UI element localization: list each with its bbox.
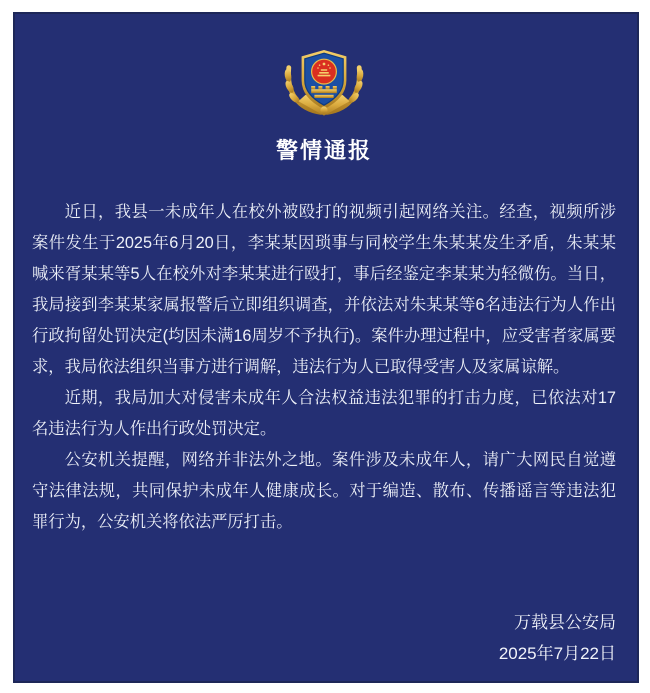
police-badge-icon	[276, 45, 372, 119]
notice-body	[32, 197, 616, 538]
notice-paragraph-1: 近日，我县一未成年人在校外被殴打的视频引起网络关注。经查，视频所涉案件发生于2025年6月20日，李某某因琐事与同校学生朱某某发生矛盾，朱某某喊来胥某某等5人在校外对李某某进行殴打，事后经鉴定李某某为轻微伤。当日，我局接到李某某家属报警后立即组织调查，并依法对朱某某等6名违法行为人作出行政拘留处罚决定(均因未满16周岁不予执行)。案件办理过程中，应受害者家属要求，我局依法组织当事方进行调解，违法行为人已取得受害人及家属谅解。	[32, 203, 616, 376]
notice-paragraph-2: 近期，我局加大对侵害未成年人合法权益违法犯罪的打击力度，已依法对17名违法行为人作出行政处罚决定。	[32, 389, 616, 438]
notice-date: 2025年7月22日	[498, 644, 616, 663]
signature-block	[32, 607, 616, 669]
notice-paragraph-3: 公安机关提醒，网络并非法外之地。案件涉及未成年人，请广大网民自觉遵守法律法规，共同保护未成年人健康成长。对于编造、散布、传播谣言等违法犯罪行为，公安机关将依法严厉打击。	[32, 451, 616, 531]
notice-title: 警情通报	[275, 138, 372, 163]
agency-signature: 万载县公安局	[514, 613, 616, 632]
notice-panel	[13, 12, 639, 683]
